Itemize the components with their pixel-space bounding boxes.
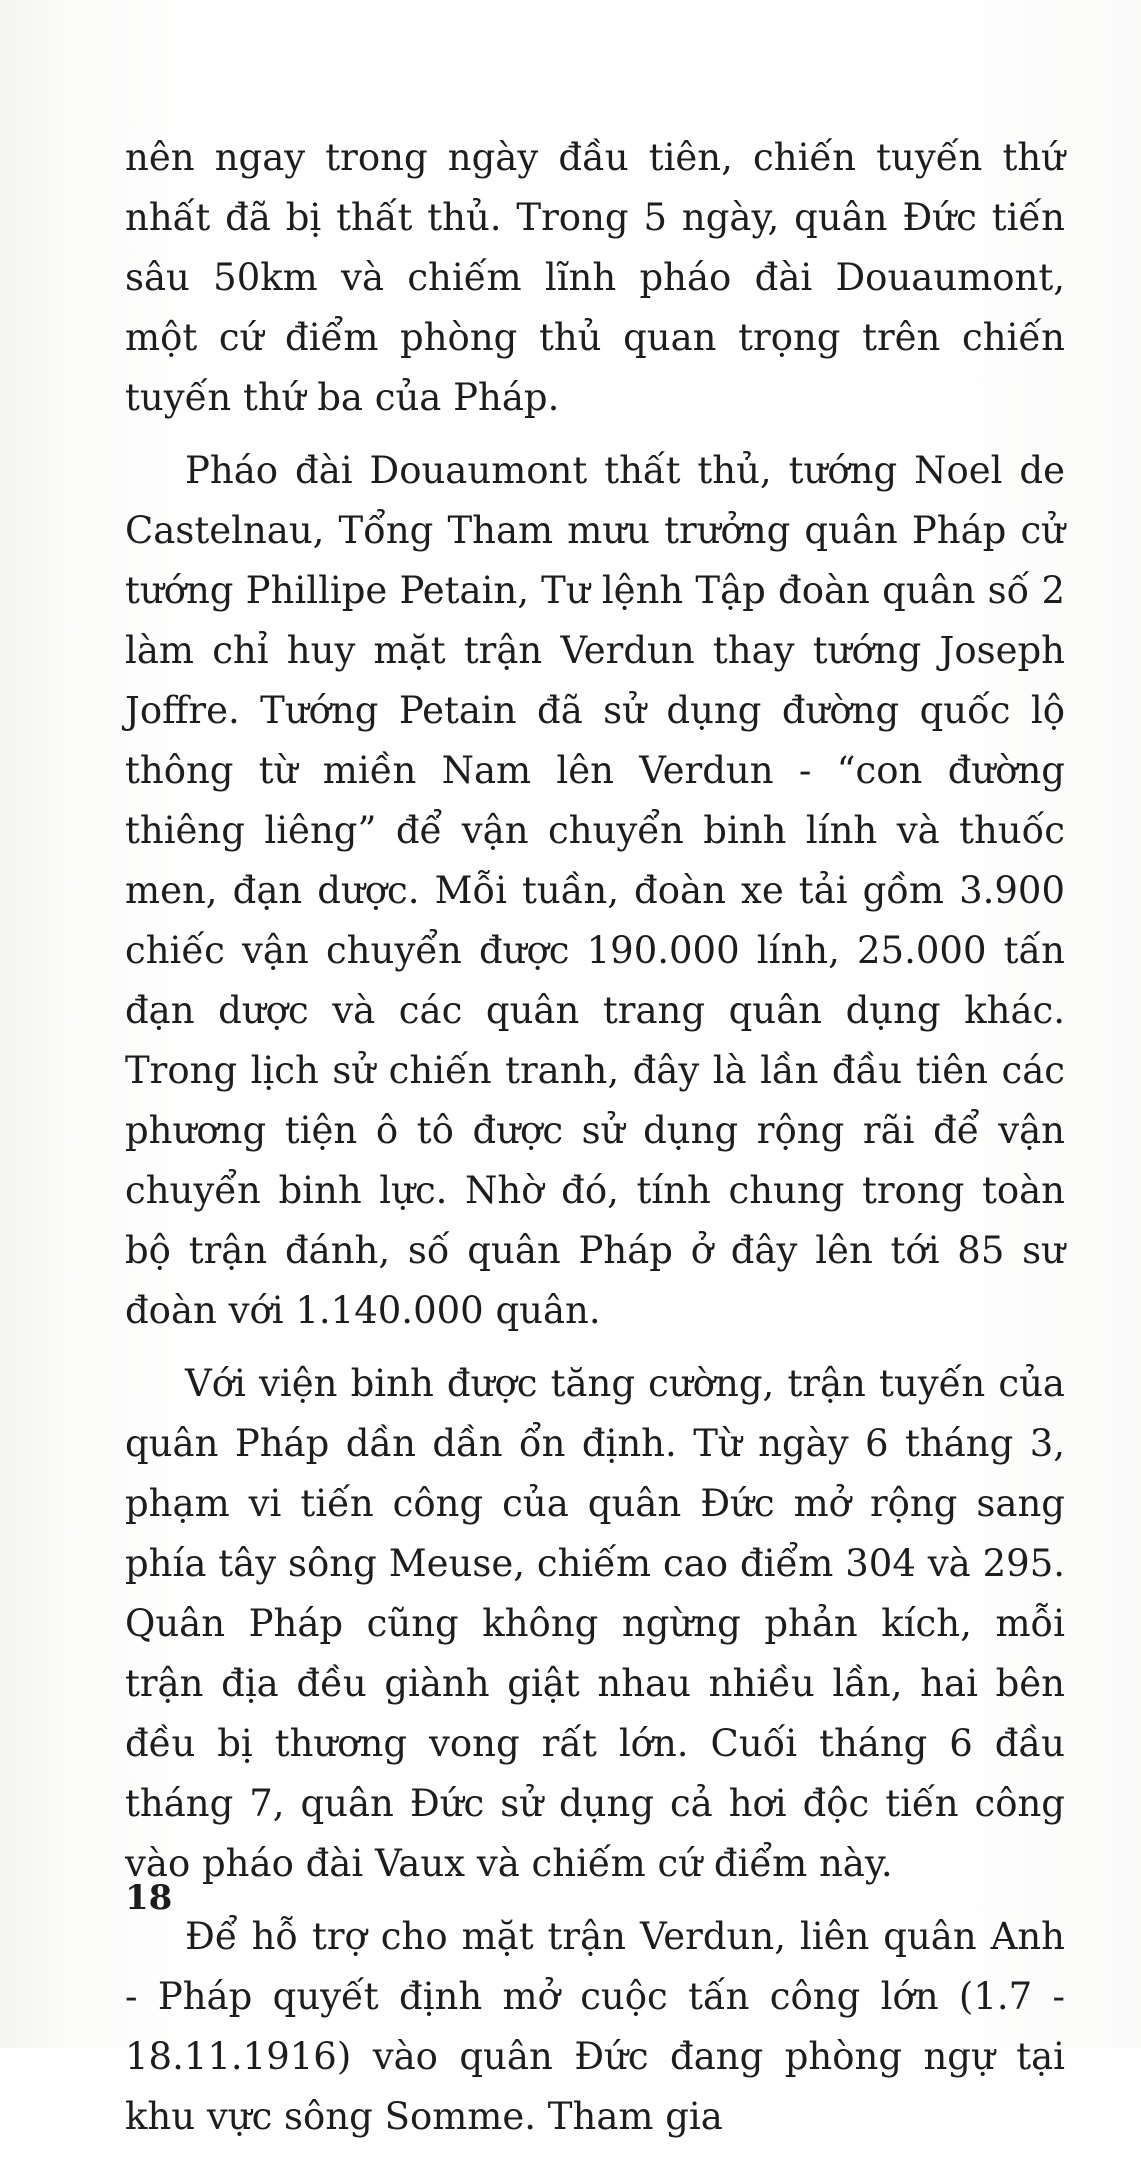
paragraph-3: Với viện binh được tăng cường, trận tuyến của quân Pháp dần dần ổn định. Từ ngày 6 tháng 3, phạm vi tiến công của quân Đức mở rộng sang phía tây sông Meuse, chiếm cao điểm 304 và 295. Quân Pháp cũng không ngừng phản kích, mỗi trận địa đều giành giật nhau nhiều lần, hai bên đều bị thương vong rất lớn. Cuối tháng 6 đầu tháng 7, quân Đức sử dụng cả hơi độc tiến công vào pháo đài Vaux và chiếm cứ điểm này. (125, 1362, 1065, 1885)
body-text (125, 128, 1065, 2160)
paragraph-1: nên ngay trong ngày đầu tiên, chiến tuyến thứ nhất đã bị thất thủ. Trong 5 ngày, quân Đức tiến sâu 50km và chiếm lĩnh pháo đài Douaumont, một cứ điểm phòng thủ quan trọng trên chiến tuyến thứ ba của Pháp. (125, 136, 1065, 419)
page-number: 18 (125, 1878, 173, 1918)
paragraph-2: Pháo đài Douaumont thất thủ, tướng Noel de Castelnau, Tổng Tham mưu trưởng quân Pháp cử tướng Phillipe Petain, Tư lệnh Tập đoàn quân số 2 làm chỉ huy mặt trận Verdun thay tướng Joseph Joffre. Tướng Petain đã sử dụng đường quốc lộ thông từ miền Nam lên Verdun - “con đường thiêng liêng” để vận chuyển binh lính và thuốc men, đạn dược. Mỗi tuần, đoàn xe tải gồm 3.900 chiếc vận chuyển được 190.000 lính, 25.000 tấn đạn dược và các quân trang quân dụng khác. Trong lịch sử chiến tranh, đây là lần đầu tiên các phương tiện ô tô được sử dụng rộng rãi để vận chuyển binh lực. Nhờ đó, tính chung trong toàn bộ trận đánh, số quân Pháp ở đây lên tới 85 sư đoàn với 1.140.000 quân. (125, 449, 1065, 1332)
paragraph-4: Để hỗ trợ cho mặt trận Verdun, liên quân Anh - Pháp quyết định mở cuộc tấn công lớn (1.7 - 18.11.1916) vào quân Đức đang phòng ngự tại khu vực sông Somme. Tham gia (125, 1915, 1065, 2138)
